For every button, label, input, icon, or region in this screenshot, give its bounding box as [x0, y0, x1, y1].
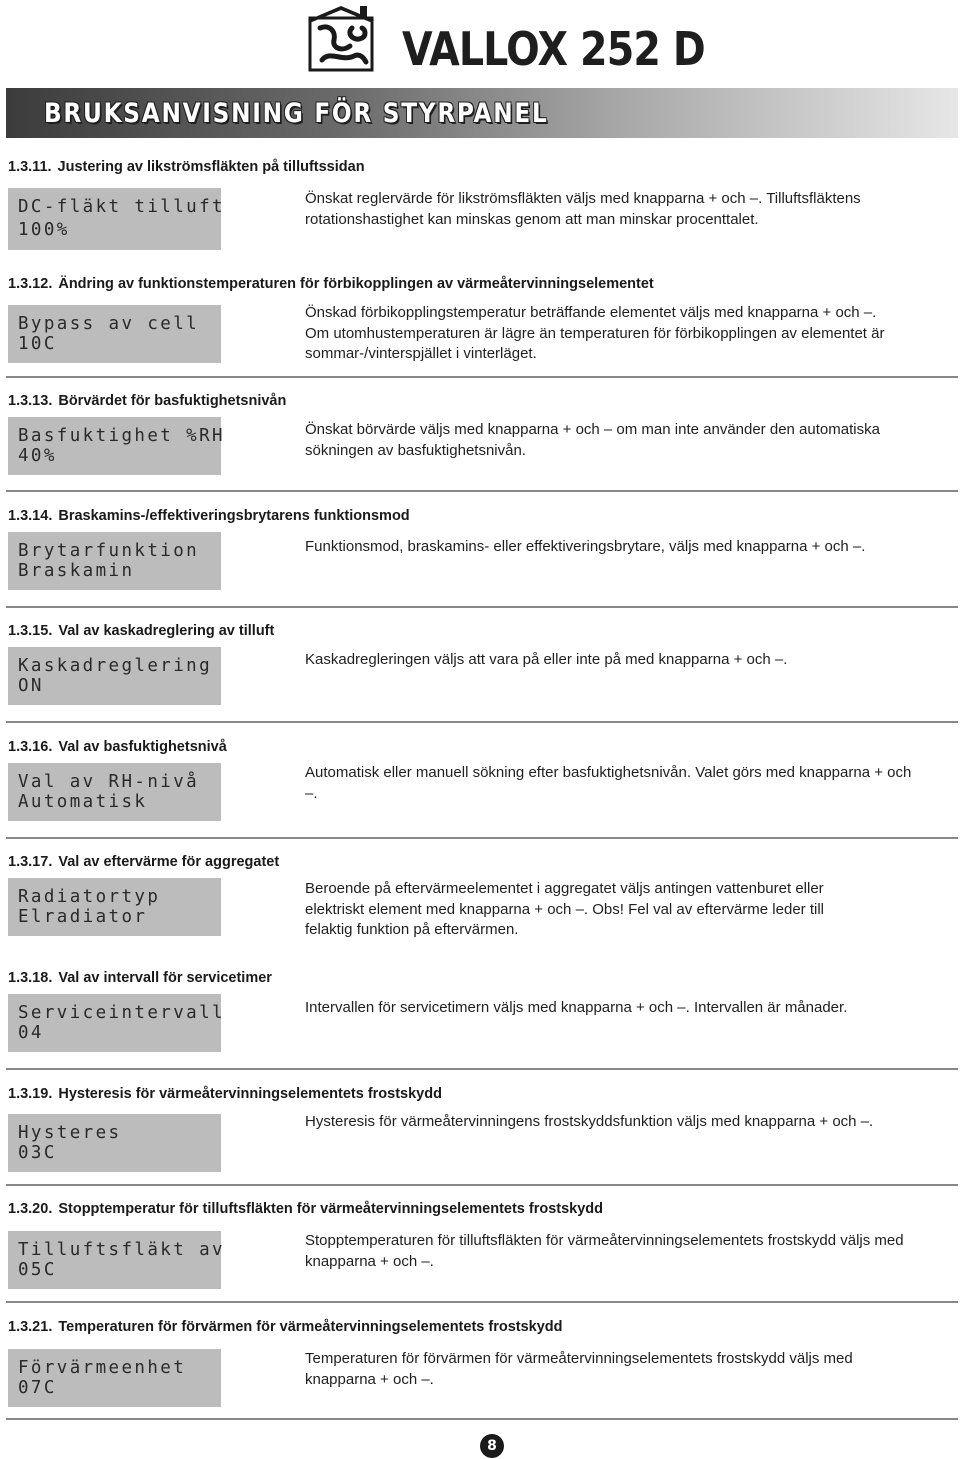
- lcd-line-2: 05C: [18, 1260, 57, 1280]
- page-number: 8: [480, 1434, 504, 1458]
- section-heading: [8, 739, 227, 755]
- banner-title: BRUKSANVISNING FÖR STYRPANEL: [44, 98, 549, 129]
- section-title: Val av kaskadreglering av tilluft: [58, 623, 275, 639]
- section-number: 1.3.17.: [8, 854, 53, 870]
- section-title: Börvärdet för basfuktighetsnivån: [58, 393, 287, 409]
- section-divider: [6, 1301, 958, 1303]
- section-divider: [6, 837, 958, 839]
- lcd-line-2: 100%: [18, 220, 70, 240]
- vallox-logo: [306, 4, 380, 72]
- section-number: 1.3.21.: [8, 1319, 53, 1335]
- section-title: Temperaturen för förvärmen för värmeåtervinningselementets frostskydd: [58, 1319, 563, 1335]
- section-heading: [8, 854, 279, 870]
- lcd-line-1: DC-fläkt tilluft: [18, 197, 225, 217]
- section-description: Hysteresis för värmeåtervinningens frostskyddsfunktion väljs med knapparna + och –.: [305, 1113, 874, 1130]
- section-description: Intervallen för servicetimern väljs med knapparna + och –. Intervallen är månader.: [305, 999, 848, 1016]
- section-heading: [8, 508, 410, 524]
- section-title: Val av intervall för servicetimer: [58, 970, 272, 986]
- section-heading: [8, 1086, 442, 1102]
- lcd-line-2: 04: [18, 1023, 44, 1043]
- section-divider: [6, 606, 958, 608]
- lcd-line-1: Serviceintervall: [18, 1003, 225, 1023]
- lcd-display: [8, 1231, 225, 1289]
- lcd-line-1: Basfuktighet %RH: [18, 426, 225, 446]
- lcd-line-1: Radiatortyp: [18, 887, 161, 907]
- lcd-line-1: Bypass av cell: [18, 314, 200, 334]
- section-heading: [8, 1319, 563, 1335]
- lcd-line-1: Val av RH-nivå: [18, 772, 200, 792]
- section-title: Ändring av funktionstemperaturen för förbikopplingen av värmeåtervinningselementet: [58, 276, 654, 292]
- lcd-display: [8, 1114, 221, 1172]
- lcd-display: [8, 417, 225, 475]
- lcd-line-2: Elradiator: [18, 907, 148, 927]
- section-title: Stopptemperatur för tilluftsfläkten för värmeåtervinningselementets frostskydd: [58, 1201, 604, 1217]
- section-divider: [6, 1184, 958, 1186]
- section-number: 1.3.15.: [8, 623, 53, 639]
- section-number: 1.3.11.: [8, 159, 52, 175]
- section-divider: [6, 1418, 958, 1420]
- section-heading: [8, 970, 272, 986]
- lcd-line-2: 07C: [18, 1378, 57, 1398]
- section-number: 1.3.14.: [8, 508, 53, 524]
- section-title: Justering av likströmsfläkten på tilluftssidan: [57, 159, 365, 175]
- section-description: Beroende på eftervärmeelementet i aggregatet väljs antingen vattenburet eller elektriskt element med knapparna + och –. Obs! Fel val av eftervärme leder till felaktig funktion på eftervärmen.: [305, 880, 824, 938]
- section-number: 1.3.13.: [8, 393, 53, 409]
- lcd-line-2: Braskamin: [18, 561, 135, 581]
- section-description: Önskad förbikopplingstemperatur beträffande elementet väljs med knapparna + och –. Om utomhustemperaturen är lägre än temperaturen för förbikopplingen av elementet är sommar-/vinterspjället i vinterläget.: [305, 304, 885, 362]
- lcd-line-2: 40%: [18, 446, 57, 466]
- lcd-line-2: ON: [18, 676, 44, 696]
- lcd-display: [8, 532, 221, 590]
- section-description: Önskat reglervärde för likströmsfläkten väljs med knapparna + och –. Tilluftsfläktens rotationshastighet kan minskas genom att man minskar procenttalet.: [305, 190, 861, 228]
- section-heading: [8, 393, 286, 409]
- section-number: 1.3.18.: [8, 970, 53, 986]
- lcd-line-2: Automatisk: [18, 792, 148, 812]
- section-number: 1.3.20.: [8, 1201, 53, 1217]
- section-description: Funktionsmod, braskamins- eller effektiveringsbrytare, väljs med knapparna + och –.: [305, 538, 866, 555]
- section-number: 1.3.16.: [8, 739, 53, 755]
- lcd-line-1: Brytarfunktion: [18, 541, 200, 561]
- section-description: Önskat börvärde väljs med knapparna + och – om man inte använder den automatiska sökningen av basfuktighetsnivån.: [305, 421, 880, 459]
- lcd-display: [8, 878, 221, 936]
- lcd-line-1: Kaskadreglering: [18, 656, 213, 676]
- section-heading: [8, 159, 365, 175]
- section-divider: [6, 376, 958, 378]
- section-divider: [6, 490, 958, 492]
- lcd-display: [8, 763, 221, 821]
- section-heading: [8, 623, 274, 639]
- lcd-line-2: 10C: [18, 334, 57, 354]
- section-description: Automatisk eller manuell sökning efter basfuktighetsnivån. Valet görs med knapparna + och –.: [305, 764, 912, 802]
- section-divider: [6, 721, 958, 723]
- lcd-line-2: 03C: [18, 1143, 57, 1163]
- section-number: 1.3.19.: [8, 1086, 53, 1102]
- lcd-line-1: Hysteres: [18, 1123, 122, 1143]
- lcd-line-1: Förvärmeenhet: [18, 1358, 187, 1378]
- lcd-display: [8, 1349, 221, 1407]
- section-title: Hysteresis för värmeåtervinningselementets frostskydd: [58, 1086, 442, 1102]
- section-heading: [8, 276, 654, 292]
- section-description: Kaskadregleringen väljs att vara på eller inte på med knapparna + och –.: [305, 651, 788, 668]
- model-title: VALLOX 252 D: [402, 22, 705, 76]
- lcd-line-1: Tilluftsfläkt av: [18, 1240, 225, 1260]
- section-title: Val av basfuktighetsnivå: [58, 739, 227, 755]
- lcd-display: [8, 994, 225, 1052]
- section-description: Stopptemperaturen för tilluftsfläkten för värmeåtervinningselementets frostskydd väljs med knapparna + och –.: [305, 1232, 904, 1270]
- section-divider: [6, 1068, 958, 1070]
- lcd-display: [8, 188, 225, 250]
- lcd-display: [8, 305, 221, 363]
- section-description: Temperaturen för förvärmen för värmeåtervinningselementets frostskydd väljs med knapparna + och –.: [305, 1350, 853, 1388]
- section-number: 1.3.12.: [8, 276, 53, 292]
- section-heading: [8, 1201, 603, 1217]
- title-banner: [6, 88, 958, 138]
- section-title: Braskamins-/effektiveringsbrytarens funktionsmod: [58, 508, 410, 524]
- lcd-display: [8, 647, 221, 705]
- section-title: Val av eftervärme för aggregatet: [58, 854, 280, 870]
